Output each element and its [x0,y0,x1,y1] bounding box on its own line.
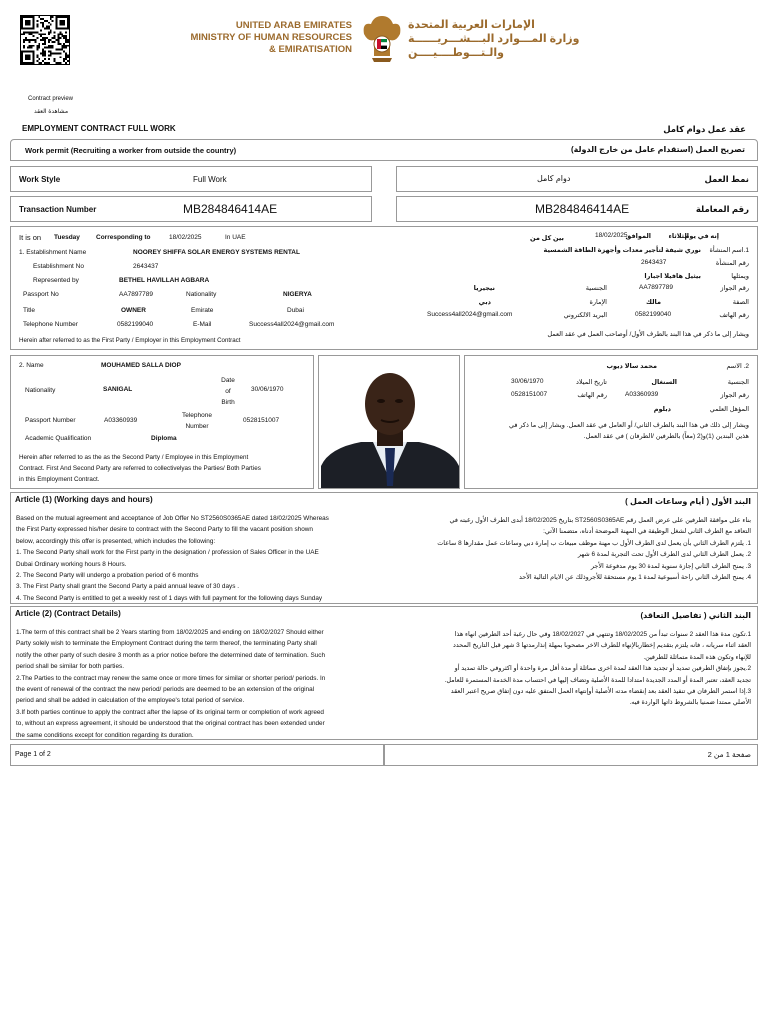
ar-estno: 2643437 [641,259,667,266]
email: Success4all2024@gmail.com [249,321,335,328]
sp-qual-label: Academic Qualification [25,435,92,442]
day-en: Tuesday [54,234,80,241]
sp-ar-phone: 0528151007 [511,391,548,398]
nationality: NIGERYA [283,291,312,298]
rep-name: BETHEL HAVILLAH AGBARA [119,277,210,284]
ar-est-label: 1.اسم المنشأة [709,247,749,254]
first-party-footer: Herein after referred to as the First Party / Employer in this Employment Contract [19,337,241,344]
phone-label: Telephone Number [23,321,78,328]
emirate-label: Emirate [191,307,214,314]
uae-emblem-icon [360,12,405,66]
emirate: Dubai [287,307,304,314]
ar-phone-label: رقم الهاتف [719,312,749,319]
ar-between: بين كل من [529,235,564,242]
work-style-value: Full Work [193,175,227,184]
contract-type-ar: عقد عمل دوام كامل [663,124,746,134]
sp-ar-passport: A03360939 [625,391,659,398]
contract-type-en: EMPLOYMENT CONTRACT FULL WORK [22,124,176,133]
permit-en: Work permit (Recruiting a worker from outside the country) [25,146,237,155]
transaction-label: Transaction Number [19,205,97,214]
nationality-label: Nationality [186,291,217,298]
first-party-section [10,226,758,350]
sp-name: MOUHAMED SALLA DIOP [101,362,181,369]
permit-ar: تصريح العمل (استقدام عامل من خارج الدولة) [571,145,745,154]
ministry-name-ar: الإمارات العربية المتحدة وزارة المـــوارد البـــشـــريــــــة والـتـــوطــــيــــن [408,19,580,59]
article-2-title-en: Article (2) (Contract Details) [15,609,121,618]
est-no-label: Establishment No [33,263,84,270]
phone: 0582199040 [117,321,154,328]
est-no: 2643437 [133,263,159,270]
second-party-ar-box [464,355,758,489]
transaction-number: MB284846414AE [183,202,278,216]
sp-ar-name-label: 2. الاسم [726,363,749,370]
ar-corr: الموافق [625,233,651,240]
article-2-section [10,606,758,740]
work-style-ar-box [396,166,758,192]
ar-phone: 0582199040 [635,311,672,318]
ar-emirate: دبي [478,299,491,306]
article-2-body-ar: 1.تكون مدة هذا العقد 2 سنوات تبدأ من 18/02/2025 وتنتهي في 18/02/2027 وفي حال رغبة أحد الطرفين انهاء هذا العقد اثناء سريانه ، فانه يلتزم بتقديم إخطاربالإنهاء للطرف الاخر مصحوبا بمهلة إنذارمدتها 3 شهر قبل التاريخ المحدد للإنهاء وتكون هذه المدة متماثلة للطرفين. 2.يجوز بإتفاق الطرفين تمديد أو تجديد هذا العقد لمدة اخرى مماثلة أو مدة أقل مرة واحدة أو اكثروفي حالة تمديد أو تجديد العقد، تعتبر المدة أو المدد الجديدة امتدادا للمدة الأصلية وتضاف إليها في احتساب مدة الخدمة المستمرة للعامل. 3.إذا استمر الطرفان في تنفيذ العقد بعد إنقضاء مدته الأصلية أوإنتهاء العمل المتفق عليه دون إتفاق صريح اعتبر العقد الأصلي ممتدا ضمنيا بالشروط ذاتها الواردة فيه. [444,631,751,707]
sp-ar-phone-label: رقم الهاتف [577,392,607,399]
ministry-name-en: UNITED ARAB EMIRATES MINISTRY OF HUMAN RESOURCES & EMIRATISATION [190,20,352,55]
ar-pass-label: رقم الجواز [720,285,749,292]
article-1-title-ar: البند الأول ( أيام وساعات العمل ) [625,497,751,506]
sp-ar-nat-label: الجنسية [727,379,749,386]
sp-name-label: 2. Name [19,362,44,369]
sp-ar-qual: دبلوم [653,406,671,413]
ar-rep-label: ويمثلها [731,273,749,280]
ar-est: نوري شيفة لتأجير معدات وأجهزة الطاقة الشمسية [543,247,701,254]
ar-title-label: الصفة [732,299,749,306]
ar-rep: بيثيل هافيلا اجبارا [644,273,701,280]
article-1-title-en: Article (1) (Working days and hours) [15,495,153,504]
sp-dob: 30/06/1970 [251,386,284,393]
ar-estno-label: رقم المنشأة [715,260,749,267]
employee-photo [318,355,460,489]
ar-nat-label: الجنسية [585,285,607,292]
title-label: Title [23,307,36,314]
ar-passport: AA7897789 [639,284,673,291]
transaction-en-box [10,196,372,222]
est-name-label: 1. Establishment Name [19,249,87,256]
work-style-label: Work Style [19,175,61,184]
work-style-label-ar: نمط العمل [704,174,749,184]
est-name: NOOREY SHIFFA SOLAR ENERGY SYSTEMS RENTAL [133,249,300,256]
contract-preview-ar: مشاهدة العقد [34,109,69,115]
sp-ar-qual-label: المؤهل العلمي [709,406,749,413]
it-is-on: It is on [19,233,42,242]
ar-intro: إنه في يوم [684,233,719,240]
ar-email-label: البريد الالكتروني [563,312,607,319]
sp-passport-label: Passport Number [25,417,76,424]
ar-day: الثلاثاء [668,233,689,240]
sp-ar-pass-label: رقم الجواز [720,392,749,399]
sp-ar-dob: 30/06/1970 [511,378,544,385]
contract-preview-en: Contract preview [28,96,74,102]
qr-code-icon [20,15,70,65]
sp-dob-label: Date of Birth [221,377,235,406]
permit-bar [10,139,758,161]
sp-passport: A03360939 [104,417,138,424]
ar-nat: نيجيريا [473,285,495,292]
page-number-ar: صفحة 1 من 2 [707,750,751,759]
article-1-body-ar: بناء على موافقة الطرفين على عرض العمل رقم ST2560S0365AE بتاريخ 18/02/2025 أبدى الطرف الأول رغبته في التعاقد مع الطرف الثاني لشغل الوظيفة في المهنة الموضحة أدناه، متضمنا الآتي: 1. يلتزم الطرف الثاني بأن يعمل لدى الطرف الأول ب مهنة موظف مبيعات ب إمارة دبي وساعات عمل مقدارها 8 ساعات 2. يعمل الطرف الثاني لدى الطرف الأول تحت التجربة لمدة 6 شهر 3. يمنح الطرف الثاني إجازة سنوية لمدة 30 يوم مدفوعة الأجر 4. يمنح الطرف الثاني راحة أسبوعية لمدة 1 يوم مستحقة للأجروذلك عن الايام التالية الأحد [437,517,751,582]
article-2-title-ar: البند الثاني ( تفاصيل التعاقد) [640,611,751,620]
title-value: OWNER [121,307,146,314]
sp-phone-label: Telephone Number [182,412,212,430]
email-label: E-Mail [193,321,212,328]
corresponding-to: Corresponding to [96,234,151,241]
page-footer-ar [384,744,758,766]
transaction-number-ar: MB284846414AE [535,202,630,216]
sp-qual: Diploma [151,435,177,442]
ar-emirate-label: الإمارة [589,299,607,306]
sp-ar-dob-label: تاريخ الميلاد [575,379,607,386]
sp-footer: Herein after referred to as the as the Second Party / Employee in this Employment Contract. First And Second Party are referred to collectivelyas the Parties/ Both Parties in this Employment Contract. [19,454,261,483]
article-1-body-en: Based on the mutual agreement and acceptance of Job Offer No ST2560S0365AE dated 18/02/2025 Whereas the First Party expressed his/her desire to contract with the Second Party to fill the vacant position shown below, accordingly this offer is presented, which includes the following: 1. The Second Party shall work for the First party in the designation / profession of Sales Officer in the UAE Dubai Ordinary working hours 8 Hours. 2. The Second Party will undergo a probation period of 6 months 3. The First Party shall grant the Second Party a paid annual leave of 30 days . 4. The Second Party is entitled to get a weekly rest of 1 days with full payment for the following days Sunday [16,515,329,602]
ar-date: 18/02/2025 [595,232,628,239]
rep-label: Represented by [33,277,79,284]
sp-nationality: SANIGAL [103,386,133,393]
sp-nationality-label: Nationality [25,387,56,394]
work-style-en-box [10,166,372,192]
second-party-en-box [10,355,314,489]
ar-email: Success4all2024@gmail.com [427,311,513,318]
transaction-label-ar: رقم المعاملة [695,204,749,214]
sp-ar-footer: ويشار إلى ذلك في هذا البند بالطرف الثاني/ أو العامل في عقد العمل. ويشار إلى ما ذكر في هذين البندين (1)و(2 (معاً) بالطرفين /الطرفان ) في عقد العمل. [509,422,749,440]
passport-label: Passport No [23,291,59,298]
page-footer-en [10,744,384,766]
ar-title: مالك [646,299,661,306]
article-1-section [10,492,758,604]
sp-phone: 0528151007 [243,417,280,424]
sp-ar-name: محمد سالا ديوب [606,363,657,370]
page-number-en: Page 1 of 2 [15,751,51,758]
in-uae: In UAE [225,234,246,241]
contract-date: 18/02/2025 [169,234,202,241]
work-style-value-ar: دوام كامل [537,174,571,183]
ar-first-party-footer: ويشار إلى ما ذكر في هذا البند بالطرف الأول/ أوصاحب العمل في عقد العمل [547,331,749,338]
sp-ar-nat: السنغال [651,379,677,386]
article-2-body-en: 1.The term of this contract shall be 2 Years starting from 18/02/2025 and ending on 18/02/2027 Should either Party solely wish to terminate the Employment Contract during the term thereof, the terminating Party shall notify the other party of such desire 3 month as a prior notice before the determined date of termination. Such period shall be similar for both parties. 2.The Parties to the contract may renew the same once or more times for similar or shorter period/ periods. In the event of renewal of the contract the new period/ periods are deemed to be an extension of the original period and shall be added in calculation of the employee's total period of service. 3.If both parties continue to apply the contract after the lapse of its original term or completion of work agreed to, without an express agreement, it should be understood that the original contract has been extended under the same conditions except for condition regarding its duration. [16,629,326,739]
passport: AA7897789 [119,291,153,298]
transaction-ar-box [396,196,758,222]
